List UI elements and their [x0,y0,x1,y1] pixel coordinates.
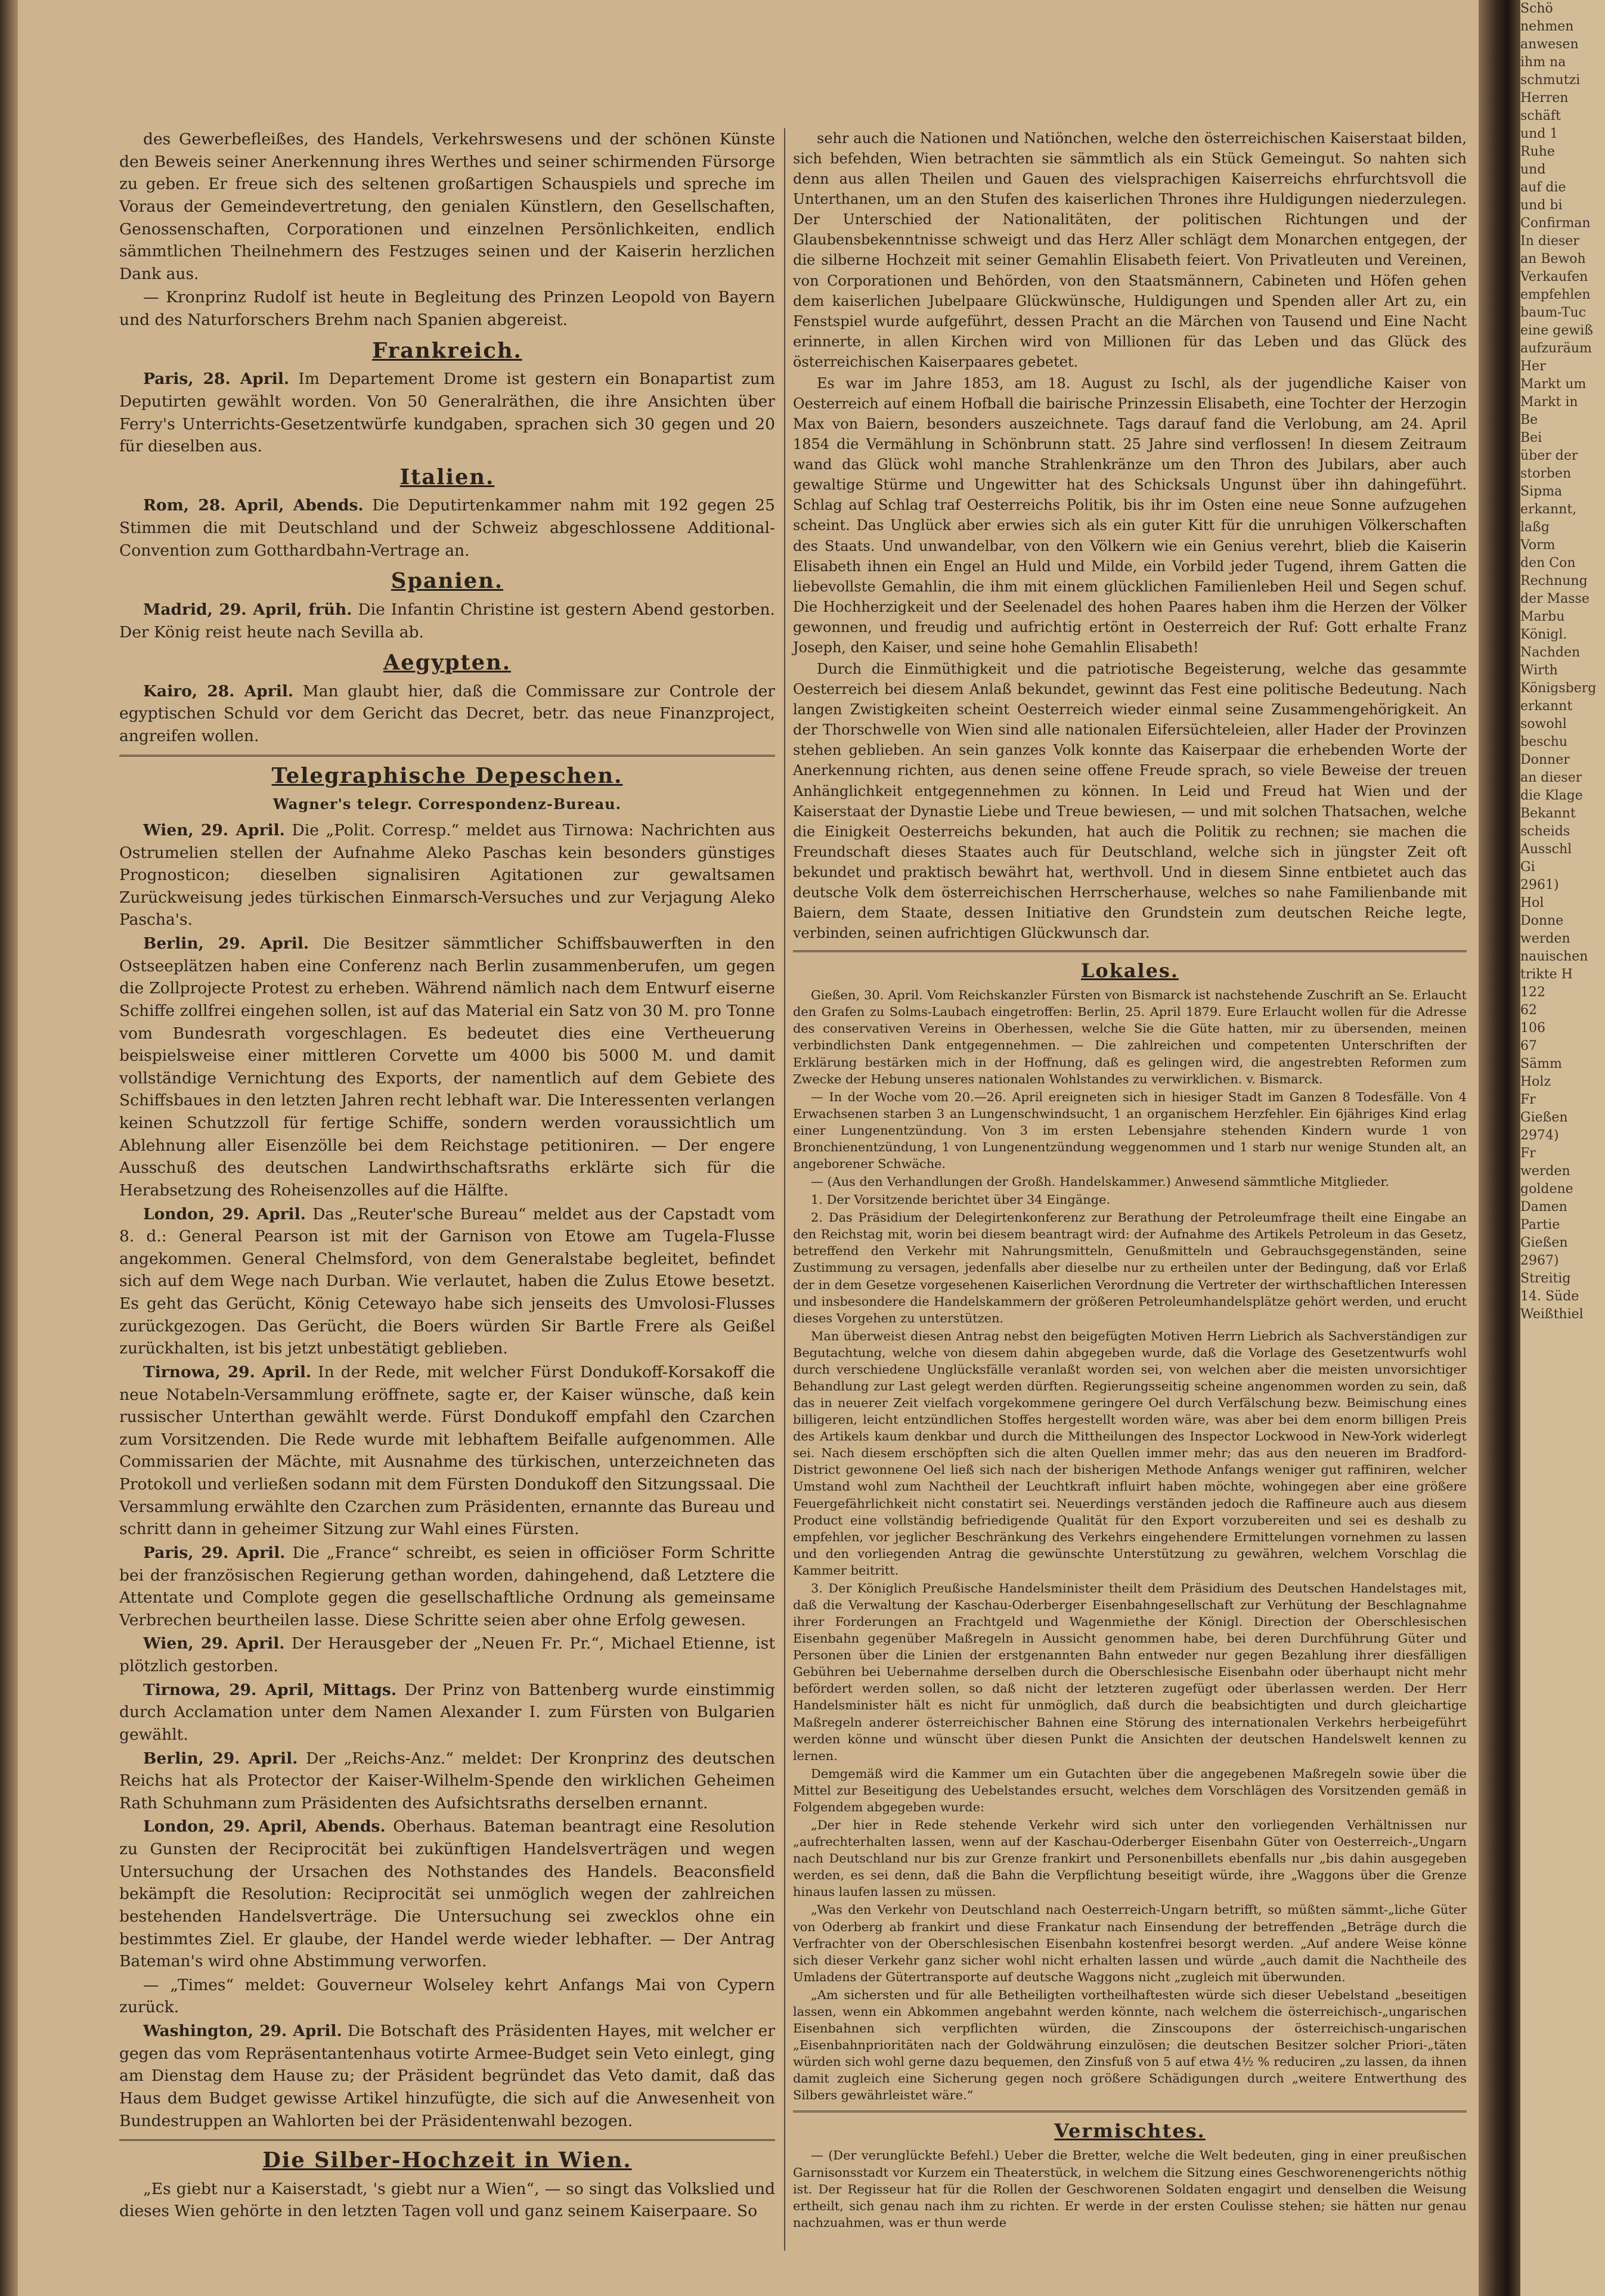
telegram-item [119,1361,775,1541]
dateline: Kairo, 28. April. [143,681,294,701]
section-heading-aegypten: Aegypten. [383,650,512,676]
fragment-line: trikte H [1520,967,1573,982]
fragment-line: Ausschl [1520,842,1572,857]
fragment-line: nauischen [1520,949,1588,964]
fragment-line: Damen [1520,1200,1567,1214]
lokales-paragraph: „Was den Verkehr von Deutschland nach Oesterreich-Ungarn betrifft, so müßten sämmt-„liche Güter von Oderberg ab frankirt und diese Frankatur nach Einsendung der betreffenden „Beträge durch die Verfrachter von der Oberschlesischen Eisenbahn kostenfrei besorgt werden. „Auf andere Weise könne sich dieser Verkehr ganz sicher wohl nicht erhalten lassen und würde „auch damit die Nachtheile des Umladens der Gütertransporte auf deutsche Waggons nicht „zugleich mit überwunden. [793,1903,1467,1984]
fragment-line: Fr [1520,1092,1536,1107]
news-text: Im Departement Drome ist gestern ein Bonapartist zum Deputirten gewählt worden. Von 50 Generalräthen, die ihre Ansichten über Ferry's Unterrichts-Gesetzentwürfe kundgaben, sprachen sich 30 gegen und 20 für dieselben aus. [119,370,775,456]
fragment-line: 14. Süde [1520,1289,1579,1304]
fragment-line: scheids [1520,824,1570,839]
telegram-item [119,1974,775,2019]
fragment-line: Streitig [1520,1271,1571,1286]
fragment-line: Marbu [1520,609,1565,624]
fragment-line: ihm na [1520,55,1566,70]
fragment-line: 122 [1520,985,1545,1000]
telegram-item [119,819,775,931]
fragment-line: den Con [1520,556,1576,571]
telegram-text: Der „Reichs-Anz.“ meldet: Der Kronprinz des deutschen Reichs hat als Protector der Kaiser-Wilhelm-Spende den wirklichen Geheimen Rath Schuhmann zum Präsidenten des Aufsichtsraths derselben ernannt. [119,1749,775,1812]
right-column [793,128,1467,2232]
fragment-line: an Bewoh [1520,252,1586,267]
news-text: Die Deputirtenkammer nahm mit 192 gegen 25 Stimmen die mit Deutschland und der Schweiz abgeschlossene Additional-Convention zum Gotthardbahn-Vertrage an. [119,496,775,560]
section-heading-silver-wedding: Die Silber-Hochzeit in Wien. [262,2148,632,2173]
dateline: Paris, 28. April. [143,370,290,389]
fragment-line: 2974) [1520,1128,1559,1143]
fragment-line: baum-Tuc [1520,305,1587,320]
wedding-paragraph-3: Durch die Einmüthigkeit und die patriotische Begeisterung, welche das gesammte Oesterreich bei diesem Anlaß bekundet, gewinnt das Fest eine politische Bedeutung. Nach langen Zwistigkeiten scheint Oesterreich wieder einmal seine Zusammengehörigkeit. An der Thorschwelle von Wien sind alle nationalen Eifersüchteleien, aller Hader der Provinzen stehen geblieben. An sein ganzes Volk konnte das Kaiserpaar die erhebenden Worte der Anerkennung richten, aus denen seine offene Freude sprach, so viele Beweise der treuen Anhänglichkeit entgegennehmen zu können. In Leid und Freud hat Wien und der Kaiserstaat der Dynastie Liebe und Treue bewiesen, — und mit solchen Thatsachen, welche die Einigkeit Oesterreichs bekunden, hat auch die Politik zu rechnen; sie machen die Freundschaft dieses Staates auch für Deutschland, welche sich in jüngster Zeit oft bekundet und praktisch bewährt hat, werthvoll. Und in diesem Sinne entbietet auch das deutsche Volk dem österreichischen Herrscherhause, welches so nahe Familienbande mit Baiern, dem Staate, dessen Initiative den Grundstein zum deutschen Reiche legte, verbinden, seinen aufrichtigen Glückwunsch dar. [793,661,1467,942]
telegram-item [119,1542,775,1632]
column-divider [784,128,785,2251]
fragment-line: 62 [1520,1003,1537,1018]
vermischtes-text: — (Der verunglückte Befehl.) Ueber die Bretter, welche die Welt bedeuten, ging in einer preußischen Garnisonsstadt vor Kurzem ein Theaterstück, in welchem die Sitzung eines Geschworenengerichts nöthig ist. Der Regisseur hat für die Rollen der Geschworenen Soldaten engagirt und denselben die Weisung ertheilt, sich genau nach ihm zu richten. Er werde in der ersten Coulisse stehen; sie hätten nur genau nachzuahmen, was er thun werde [793,2148,1467,2230]
fragment-line: Ruhe [1520,144,1555,159]
dateline: London, 29. April, Abends. [143,1817,386,1836]
telegram-item [119,932,775,1202]
lokales-paragraph: „Der hier in Rede stehende Verkehr wird sich unter den vorliegenden Verhältnissen nur „aufrechterhalten lassen, wenn auf der Kaschau-Oderberger Eisenbahn Güter von Oesterreich-„Ungarn nach Deutschland nur bis zur Grenze frankirt und Personenbillets ebenfalls nur „bis dahin ausgegeben werden, es sei denn, daß die Bahn die Verpflichtung beseitigt würde, ihre „Waggons über die Grenze hinaus laufen lassen zu müssen. [793,1818,1467,1900]
fragment-line: Donner [1520,752,1570,767]
fragment-line: Markt um [1520,377,1587,392]
dateline: Tirnowa, 29. April, Mittags. [143,1680,397,1699]
fragment-line: Verkaufen [1520,269,1588,284]
dateline: Paris, 29. April. [143,1543,286,1562]
telegram-text: Der Prinz von Battenberg wurde einstimmig durch Acclamation unter dem Namen Alexander I. zum Fürsten von Bulgarien gewählt. [119,1680,775,1744]
fragment-line: und [1520,162,1546,177]
lokales-paragraph: — (Aus den Verhandlungen der Großh. Handelskammer.) Anwesend sämmtliche Mitglieder. [811,1175,1389,1189]
telegram-text: Die „Polit. Corresp.“ meldet aus Tirnowa: Nachrichten aus Ostrumelien stellen der Aufnahme Aleko Paschas kein besonders günstiges Prognosticon; dieselben signalisiren Agitationen zur gewaltsamen Zurückweisung jedes türkischen Einmarsch-Versuches und zur Verjagung Aleko Pascha's. [119,820,775,929]
lokales-paragraph: 1. Der Vorsitzende berichtet über 34 Eingänge. [811,1192,1111,1207]
fragment-line: anwesen [1520,37,1579,52]
news-text: Die Infantin Christine ist gestern Abend gestorben. Der König reist heute nach Sevilla ab. [119,600,775,642]
dateline: Wien, 29. April. [143,820,285,839]
fragment-line: empfehlen [1520,287,1591,302]
fragment-line: Hol [1520,896,1544,910]
fragment-line: 2967) [1520,1253,1559,1268]
section-heading-italien: Italien. [399,464,495,489]
news-item [119,368,775,458]
fragment-line: Herren [1520,91,1569,106]
fragment-line: Schö [1520,1,1553,16]
fragment-line: und bi [1520,198,1563,213]
dateline: London, 29. April. [143,1204,306,1223]
telegram-item [119,2020,775,2132]
fragment-line: Weißthiel [1520,1307,1584,1322]
news-text: Man glaubt hier, daß die Commissare zur Controle der egyptischen Schuld vor dem Gericht das Decret, betr. das neue Finanzproject, angreifen wollen. [119,681,775,745]
telegram-text: Oberhaus. Bateman beantragt eine Resolution zu Gunsten der Reciprocität bei zukünftigen Handelsverträgen und wegen Untersuchung der Ursachen des Nothstandes des Handels. Beaconsfield bekämpft die Resolution: Reciprocität sei unmöglich wegen der zahlreichen bestehenden Handelsverträge. Die Untersuchung sei zwecklos ohne ein bestimmtes Ziel. Er glaube, der Handel werde wieder lebhafter. — Der Antrag Bateman's wird ohne Abstimmung verworfen. [119,1817,775,1971]
lokales-list [793,987,1467,2103]
fragment-line: laßg [1520,520,1550,535]
fragment-line: Gi [1520,860,1535,875]
telegram-item [119,1632,775,1677]
news-item [119,680,775,748]
fragment-line: storben [1520,466,1572,481]
fragment-line: Wirth [1520,663,1558,678]
fragment-line: 106 [1520,1021,1545,1036]
fragment-line: werden [1520,1164,1570,1179]
fragment-line: Partie [1520,1217,1560,1232]
fragment-line: In dieser [1520,234,1579,249]
wedding-paragraph-2: Es war im Jahre 1853, am 18. August zu Ischl, als der jugendliche Kaiser von Oesterreich auf einem Hofball die bairische Prinzessin Elisabeth, eine Tochter der Herzogin Max von Baiern, besonders auszeichnete. Tags darauf fand die Verlobung, am 24. April 1854 die Vermählung in Schönbrunn statt. 25 Jahre sind verflossen! In diesem Zeitraum wand das Glück wohl manche Strahlenkränze um den Thron des Jubilars, aber auch gewaltige Stürme und Ungewitter hat des Schicksals Ungunst über ihn dahingeführt. Schlag auf Schlag traf Oesterreichs Politik, bis ihr im Osten eine neue Sonne aufzugehen scheint. Das Unglück aber erwies sich als ein guter Kitt für die unruhigen Völkerschaften des Staats. Und unwandelbar, von den Völkern wie ein Genius verehrt, blieb die Kaiserin Elisabeth ihnen ein Engel an Huld und Milde, ein Vorbild jeder Tugend, ihrem Gatten die liebevollste Gemahlin, die ihm mit einem glücklichen Familienleben Heil und Segen schuf. Die Hochherzigkeit und der Seelenadel des hohen Paares haben ihm die Herzen der Völker gewonnen, und freudig und aufrichtig ertönt in Oesterreich der Ruf: Gott erhalte Franz Joseph, den Kaiser, und seine hohe Gemahlin Elisabeth! [793,374,1467,656]
fragment-line: eine gewiß [1520,323,1593,338]
silver-wedding-text: „Es giebt nur a Kaiserstadt, 's giebt nur a Wien“, — so singt das Volkslied und dieses Wien gehörte in den letzten Tagen voll und ganz seinem Kaiserpaare. So [119,2179,775,2221]
fragment-line: Holz [1520,1074,1551,1089]
fragment-line: Rechnung [1520,574,1588,588]
telegram-item [119,1203,775,1360]
telegram-text: Der Herausgeber der „Neuen Fr. Pr.“, Michael Etienne, ist plötzlich gestorben. [119,1634,775,1675]
section-divider [119,755,775,757]
section-heading-lokales: Lokales. [1081,959,1179,983]
telegram-text: Die Besitzer sämmtlicher Schiffsbauwerften in den Ostseeplätzen haben eine Conferenz nach Berlin zusammenberufen, um gegen die Zollprojecte Protest zu erheben. Während nämlich nach dem Entwurf eiserne Schiffe zollfrei eingehen sollen, ist auf das Material ein Satz von 30 M. pro Tonne vom Bundesrath vorgeschlagen. Es bedeutet dies eine Vertheuerung beispielsweise einer mittleren Corvette um 4000 bis 5000 M. und damit vollständige Vernichtung des Exports, der namentlich auf dem Gebiete des Schiffsbaues in den letzten Jahren recht lebhaft war. Die Interessenten verlangen keinen Schutzzoll für fertige Schiffe, sondern werden voraussichtlich um Ablehnung aller Eisenzölle bei dem Reichstage petitioniren. — Der engere Ausschuß des deutschen Landwirthschaftsraths erklärte sich für die Herabsetzung des Roheisenzolles auf die Hälfte. [119,934,775,1200]
page-edge-left [0,0,18,2296]
section-heading-frankreich: Frankreich. [372,338,522,363]
fragment-line: über der [1520,448,1578,463]
telegram-list [119,819,775,2132]
telegram-item [119,1815,775,1972]
adjacent-page-fragment [1520,0,1605,2296]
fragment-line: Gießen [1520,1235,1568,1250]
fragment-line: der Masse [1520,591,1589,606]
section-divider [119,2139,775,2141]
fragment-line: Sämm [1520,1056,1562,1071]
fragment-line: Nachden [1520,645,1581,660]
fragment-line: erkannt, [1520,502,1577,517]
fragment-line: werden [1520,931,1570,946]
fragment-line: Bekannt [1520,806,1576,821]
news-item [119,599,775,643]
telegram-item [119,1679,775,1746]
fragment-line: Confirman [1520,216,1591,231]
fragment-line: Königsberg [1520,681,1597,696]
fragment-line: Be [1520,413,1538,427]
fragment-line: beschu [1520,735,1568,749]
fragment-line: nehmen [1520,19,1574,34]
fragment-line: Markt in [1520,395,1578,410]
fragment-line: aufzuräum [1520,341,1592,356]
lokales-paragraph: Gießen, 30. April. Vom Reichskanzler Fürsten von Bismarck ist nachstehende Zuschrift an Se. Erlaucht den Grafen zu Solms-Laubach eingetroffen: Berlin, 25. April 1879. Eure Erlaucht wollen für die Adresse des conservativen Vereins in Oberhessen, welche Sie die Güte hatten, mir zu übersenden, meinen verbindlichsten Dank entgegennehmen. — Die zahlreichen und competenten Unterschriften der Erklärung bestärken mich in der Hoffnung, daß es gelingen wird, die angestrebten Reformen zum Zwecke der Hebung unseres nationalen Wohlstandes zu verwirklichen. v. Bismarck. [793,988,1467,1086]
fragment-line: die Klage [1520,788,1583,803]
fragment-line: Bei [1520,430,1542,445]
telegram-text: — „Times“ meldet: Gouverneur Wolseley kehrt Anfangs Mai von Cypern zurück. [119,1975,775,2017]
dateline: Wien, 29. April. [143,1634,285,1653]
fragment-line: Gießen [1520,1110,1568,1125]
dateline: Berlin, 29. April. [143,934,309,953]
fragment-line: Donne [1520,913,1564,928]
lokales-paragraph: — In der Woche vom 20.—26. April ereigneten sich in hiesiger Stadt im Ganzen 8 Todesfälle. Von 4 Erwachsenen starben 3 an Lungenschwindsucht, 1 an organischem Herzfehler. Ein 6jähriges Kind erlag einer Lungenentzündung. Von 3 im ersten Lebensjahre stehenden Kindern wurde 1 von Bronchienentzündung, 1 von Lungenentzündung weggenommen und 1 starb nur wenige Stunden alt, an angeborener Schwäche. [793,1089,1467,1171]
lokales-paragraph: „Am sichersten und für alle Betheiligten vortheilhaftesten würde sich dieser Uebelstand „beseitigen lassen, wenn ein Abkommen angebahnt werden könnte, nach welchem die österreichisch-„ungarischen Eisenbahnen sich verpflichten würden, die Zinscoupons der österreichisch-ungarischen „Eisenbahnprioritäten nach der Goldwährung einzulösen; die deutschen Besitzer solcher Priori-„täten würden sich wohl gerne dazu bequemen, den Zinsfuß von 5 auf etwa 4½ % reduciren „zu lassen, da ihnen damit zugleich eine Sicherung gegen noch größere Schädigungen durch „weitere Entwerthung des Silbers gewährleistet wäre.“ [793,1987,1467,2103]
lokales-paragraph: 2. Das Präsidium der Delegirtenkonferenz zur Berathung der Petroleumfrage theilt eine Eingabe an den Reichstag mit, worin bei diesem beantragt wird: der Aufnahme des Artikels Petroleum in das Gesetz, betreffend den Verkehr mit Nahrungsmitteln, Genußmitteln und Gebrauchsgegenständen, seine Zustimmung zu versagen, jedenfalls aber dieselbe nur zu ertheilen unter der Bedingung, daß vor Erlaß der in dem Gesetze vorgesehenen Kaiserlichen Verordnung die Vertreter der wirthschaftlichen Interessen und insbesondere die Handelskammern der größeren Petroleumhandelsplätze gehört werden, und erucht dieses Vorgehen zu unterstützen. [793,1210,1467,1325]
left-column [119,128,775,2224]
telegram-text: Die Botschaft des Präsidenten Hayes, mit welcher er gegen das vom Repräsentantenhaus votirte Armee-Budget sein Veto einlegt, ging am Dienstag dem Hause zu; der Präsident begründet das Veto damit, daß das Haus dem Budget gewisse Artikel hinzufügte, die sich auf die Anwesenheit von Bundestruppen an Wahlorten bei der Präsidentenwahl bezogen. [119,2022,776,2130]
fragment-line: schäft [1520,109,1561,123]
fragment-line: goldene [1520,1182,1573,1197]
section-heading-telegrams: Telegraphische Depeschen. [271,763,623,788]
news-item [119,494,775,562]
fragment-line: an dieser [1520,770,1582,785]
intro-paragraph-1: des Gewerbefleißes, des Handels, Verkehrswesens und der schönen Künste den Beweis seiner Anerkennung ihres Werthes und seiner schirmenden Fürsorge zu geben. Er freue sich des seltenen großartigen Schauspiels und spreche im Voraus der Gemeindevertretung, den genialen Künstlern, den Gesellschaften, Genossenschaften, Corporationen und einzelnen Persönlichkeiten, endlich sämmtlichen Theilnehmern des Festzuges seinen und der Kaiserin herzlichen Dank aus. [119,130,775,283]
fragment-line: schmutzi [1520,73,1581,88]
section-divider [793,950,1467,952]
lokales-paragraph: Man überweist diesen Antrag nebst den beigefügten Motiven Herrn Liebrich als Sachverständigen zur Begutachtung, welche von diesem dahin abgegeben wurde, daß die Vorlage des Gesetzentwurfs wohl durch verschiedene Unglücksfälle veranlaßt worden sei, von welchen aber die meisten unvorsichtiger Behandlung zur Last gelegt werden dürften. Regierungsseitig scheine angenommen worden zu sein, daß das in neuerer Zeit vielfach vorgekommene geringere Oel durch Verfälschung bezw. Beimischung eines billigeren, leicht entzündlichen Stoffes hergestellt worden wäre, was aber bei dem enorm billigen Preis des Artikels kaum denkbar und durch die Mittheilungen des Inspector Lockwood in New-York widerlegt sei. Nach diesem erschöpften sich die alten Quellen immer mehr; das aus den neueren im Bradford-District gewonnene Oel ließ sich nach der bisherigen Methode Anfangs weniger gut raffiniren, welcher Umstand wohl zum Nachtheil der Leuchtkraft influirt haben möchte, wohingegen aber eine größere Feuergefährlichkeit nicht constatirt sei. Neuerdings verständen jedoch die Raffineure auch aus diesem Product eine vollständig befriedigende Qualität für den Export vorzubereiten und sei es deshalb zu empfehlen, vor jeglicher Beschränkung des Verkehrs eingehendere Ermittelungen vornehmen zu lassen und den vorliegenden Antrag die gewünschte Unterstützung zu gewähren, welchem Vorschlag die Kammer beitritt. [793,1328,1467,1578]
fragment-line: Vorm [1520,538,1556,553]
fragment-line: und 1 [1520,126,1558,141]
dateline: Rom, 28. April, Abends. [143,496,364,515]
lokales-paragraph: 3. Der Königlich Preußische Handelsminister theilt dem Präsidium des Deutschen Handelstages mit, daß die Verwaltung der Kaschau-Oderberger Eisenbahngesellschaft zur Verhütung der Beschlagnahme ihrer Forderungen an Frachtgeld und Wagenmiethe der Königl. Direction der Oberschlesischen Eisenbahn gegenüber Maßregeln in Aussicht genommen habe, bei deren Durchführung Güter und Personen über die Linien der erstgenannten Bahn entweder nur gegen Bezahlung ihrer diesfälligen Gebühren bei Uebernahme derselben durch die Oberschlesische Eisenbahn oder überhaupt nicht mehr befördert werden sollen, so daß nicht der letzteren zugefügt oder überlassen werden. Der Herr Handelsminister hält es nicht für unmöglich, daß durch die beabsichtigten und durch gleichartige Maßregeln anderer österreichischer Bahnen eine Störung des internationalen Verkehrs herbeigeführt werden könne und wünscht über diesen Punkt die Ansichten der deutschen Handelswelt kennen zu lernen. [793,1581,1467,1763]
telegram-text: Die „France“ schreibt, es seien in officiöser Form Schritte bei der französischen Regierung gethan worden, dahingehend, daß Letztere die Attentate und Complote gegen die gesellschaftliche Ordnung als gemeinsame Verbrechen beurtheilen lasse. Diese Schritte seien aber ohne Erfolg gewesen. [119,1543,775,1629]
book-gutter [1479,0,1520,2296]
section-heading-vermischtes: Vermischtes. [1054,2120,1206,2143]
dateline: Tirnowa, 29. April. [143,1362,312,1381]
fragment-line: Sipma [1520,484,1563,499]
fragment-line: Fr [1520,1146,1536,1161]
fragment-line: 67 [1520,1039,1537,1054]
fragment-line: auf die [1520,180,1566,195]
telegram-text: Das „Reuter'sche Bureau“ meldet aus der Capstadt vom 8. d.: General Pearson ist mit der Garnison von Etowe am Tugela-Flusse angekommen. General Chelmsford, von dem Generalstabe begleitet, befindet sich auf dem Wege nach Durban. Wie verlautet, haben die Zulus Etowe besetzt. Es geht das Gerücht, König Cetewayo habe sich jenseits des Umvolosi-Flusses zurückgezogen. Das Gerücht, die Boers würden Sir Bartle Frere als Geißel zurückhalten, ist bis jetzt unbestätigt geblieben. [119,1204,775,1358]
fragment-line: sowohl [1520,717,1567,732]
telegram-text: In der Rede, mit welcher Fürst Dondukoff-Korsakoff die neue Notabeln-Versammlung eröffnete, sagte er, der Kaiser wünsche, daß kein russischer Unterthan gewählt werde. Fürst Dondukoff empfahl den Czarchen zum Vorsitzenden. Die Rede wurde mit lebhaftem Beifalle aufgenommen. Alle Commissarien der Mächte, mit Ausnahme des türkischen, unterzeichneten das Protokoll und verließen sodann mit dem Fürsten Dondukoff den Sitzungssaal. Die Versammlung erwählte den Czarchen zum Präsidenten, ernannte das Bureau und schritt dann in geheimer Sitzung zur Wahl eines Fürsten. [119,1362,775,1539]
fragment-line: 2961) [1520,878,1559,893]
lokales-paragraph: Demgemäß wird die Kammer um ein Gutachten über die angegebenen Maßregeln sowie über die Mittel zur Beseitigung des Uebelstandes ersucht, welches dem Vorschlägen des Vorsitzenden gemäß in Folgendem abgegeben wurde: [793,1766,1467,1814]
section-divider [793,2111,1467,2112]
intro-paragraph-2: — Kronprinz Rudolf ist heute in Begleitung des Prinzen Leopold von Bayern und des Naturforschers Brehm nach Spanien abgereist. [119,288,775,329]
section-heading-spanien: Spanien. [391,569,504,594]
fragment-line: Her [1520,359,1546,374]
telegram-bureau: Wagner's telegr. Correspondenz-Bureau. [273,795,621,813]
wedding-paragraph-1: sehr auch die Nationen und Natiönchen, welche den österreichischen Kaiserstaat bilden, sich befehden, Wien betrachten sie sämmtlich als ein Stück Gemeingut. So nahten sich denn aus allen Theilen und Gauen des vielsprachigen Kaiserreichs ehrfurchtsvoll die Unterthanen, um an den Stufen des kaiserlichen Thrones ihre Huldigungen niederzulegen. Der Unterschied der Nationalitäten, der politischen Richtungen und der Glaubensbekenntnisse schweigt und das Herz Aller schlägt dem Monarchen entgegen, der die silberne Hochzeit mit seiner Gemahlin Elisabeth feiert. Von Privatleuten und Vereinen, von Corporationen und Behörden, von den Staatsmännern, Cabineten und Höfen gehen dem kaiserlichen Jubelpaare Glückwünsche, Huldigungen und Spenden aller Art zu, ein Fenstspiel wurde aufgeführt, dessen Pracht an die Märchen von Tausend und Eine Nacht erinnerte, in allen Kirchen wird von Millionen für das Leben und das Glück des österreichischen Kaiserpaares gebetet. [793,130,1467,370]
dateline: Madrid, 29. April, früh. [143,600,352,619]
dateline: Berlin, 29. April. [143,1749,298,1768]
fragment-line: erkannt [1520,699,1573,714]
dateline: Washington, 29. April. [143,2022,342,2040]
fragment-line: Königl. [1520,627,1567,642]
telegram-item [119,1747,775,1815]
